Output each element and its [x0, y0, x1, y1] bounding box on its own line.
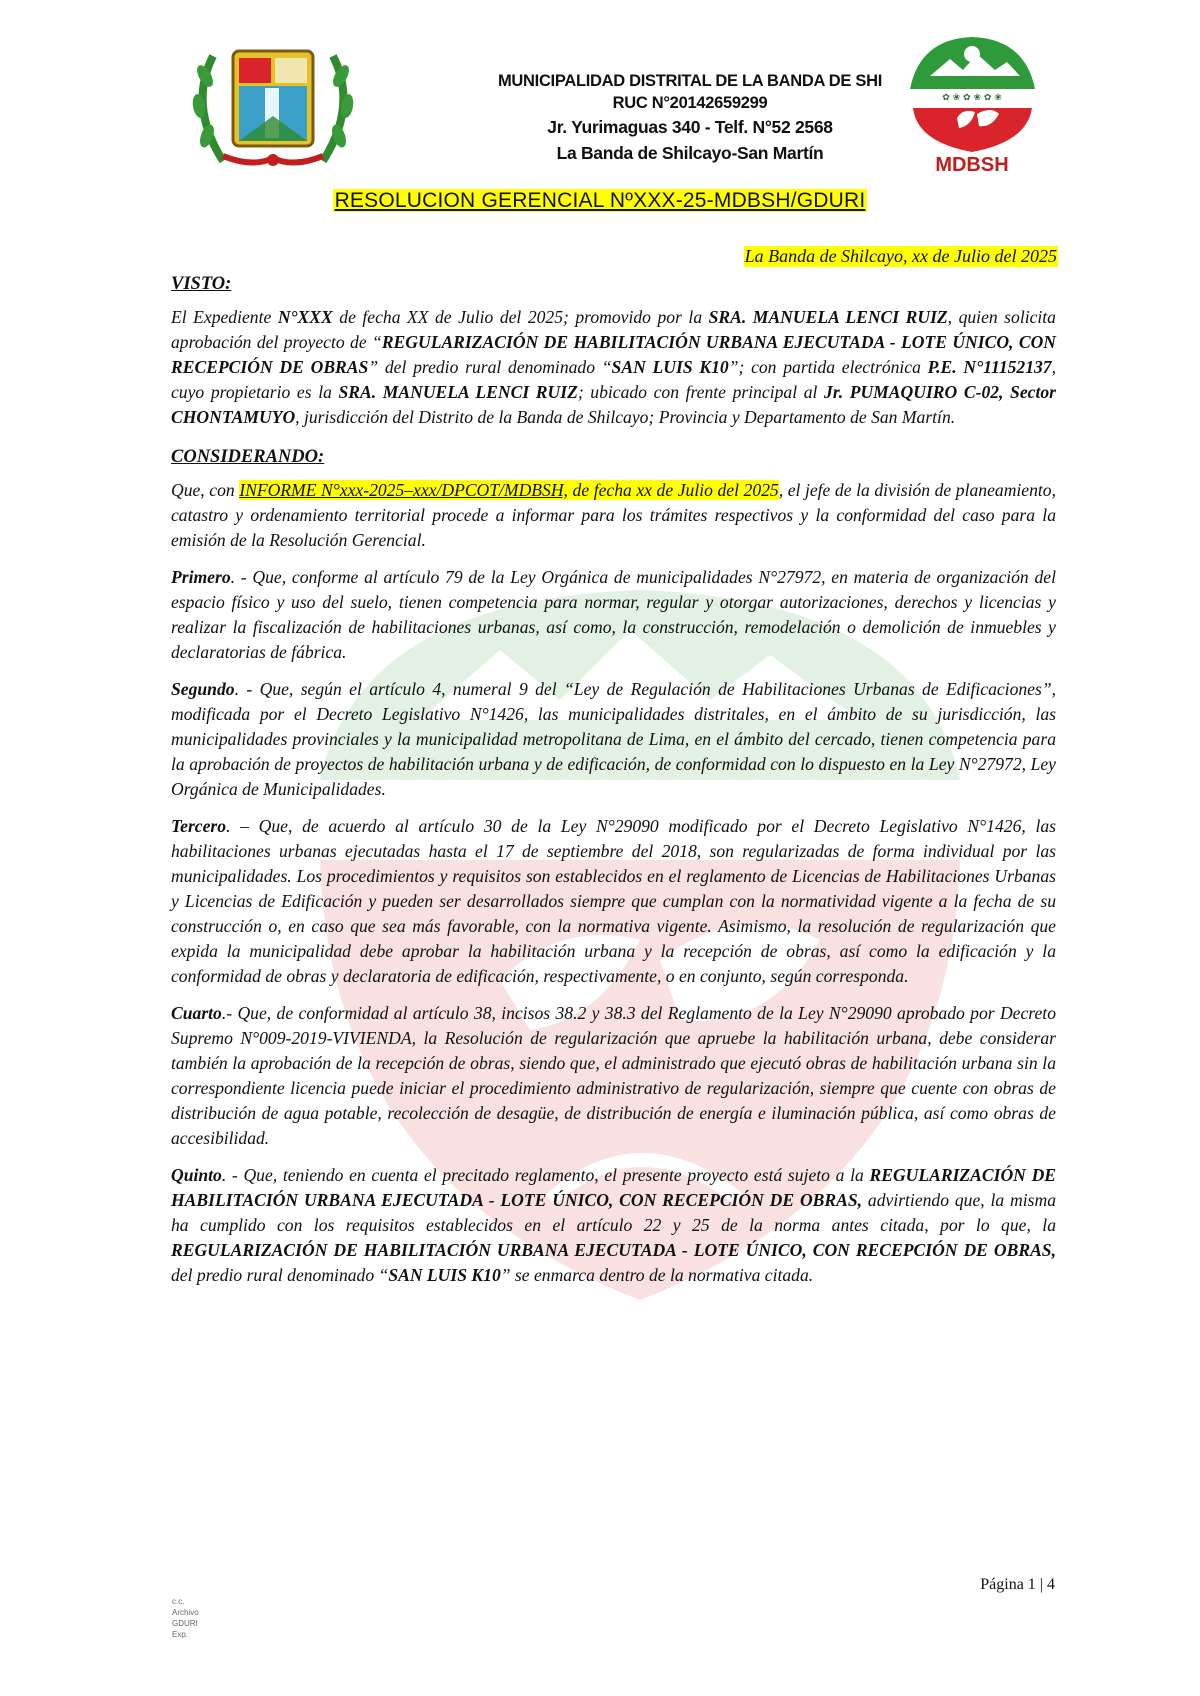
address-line: Jr. Yurimaguas 340 - Telf. N°52 2568	[547, 117, 833, 137]
document-title-text: RESOLUCION GERENCIAL NºXXX-25-MDBSH/GDURI	[334, 189, 866, 212]
city-line: La Banda de Shilcayo-San Martín	[556, 143, 824, 163]
segundo-paragraph: Segundo. - Que, según el artículo 4, numeral 9 del “Ley de Regulación de Habilitaciones Urbanas de Edificaciones”, modificada por el Decreto Legislativo N°1426, las municipalidades distritales, en el ámbito de su jurisdicción, las municipalidades provinciales y la municipalidad metropolitana de Lima, en el ámbito del cercado, tienen competencia para la aprobación de proyectos de habilitación urbana y de edificación, de conformidad con lo dispuesto en la Ley N°27972, Ley Orgánica de Municipalidades.	[171, 679, 1056, 799]
quinto-paragraph: Quinto. - Que, teniendo en cuenta el precitado reglamento, el presente proyecto está sujeto a la REGULARIZACIÓN DE HABILITACIÓN URBANA EJECUTADA - LOTE ÚNICO, CON RECEPCIÓN DE OBRAS, advirtiendo que, la misma ha cumplido con los requisitos establecidos en el artículo 22 y 25 de la norma antes citada, por lo que, la REGULARIZACIÓN DE HABILITACIÓN URBANA EJECUTADA - LOTE ÚNICO, CON RECEPCIÓN DE OBRAS, del predio rural denominado “SAN LUIS K10” se enmarca dentro de la normativa citada.	[171, 1165, 1057, 1285]
tercero-paragraph: Tercero. – Que, de acuerdo al artículo 30 de la Ley N°29090 modificado por el Decreto Legislativo N°1426, las habilitaciones urbanas ejecutadas hasta el 17 de septiembre del 2018, son regularizadas de forma individual por las municipalidades. Los procedimientos y requisitos son establecidos en el reglamento de Licencias de Habilitaciones Urbanas y Licencias de Edificación y pueden ser desarrollados siempre que cumplan con la normatividad vigente a la fecha de su construcción o, en caso que sea más favorable, con la normativa vigente. Asimismo, la resolución de regularización que expida la municipalidad debe aprobar la habilitación urbana y la recepción de obras, así como la edificación y la conformidad de obras y declaratoria de edificación, respectivamente, o en conjunto, según corresponda.	[171, 816, 1056, 986]
mdbsh-logo	[905, 34, 1040, 174]
considerando-heading: CONSIDERANDO:	[171, 447, 325, 467]
document-body	[171, 272, 1056, 1288]
header-address-block	[470, 70, 910, 166]
cuarto-paragraph: Cuarto.- Que, de conformidad al artículo 38, incisos 38.2 y 38.3 del Reglamento de la Ley N°29090 aprobado por Decreto Supremo N°009-2019-VIVIENDA, la Resolución de regularización que apruebe la habilitación urbana, debe considerar también la aprobación de la recepción de obras, siendo que, el administrado que ejecutó obras de habilitación urbana sin la correspondiente licencia puede iniciar el procedimiento administrativo de regularización, siempre que cuente con obras de distribución de agua potable, recolección de desagüe, de distribución de energía e iluminación pública, así como obras de accesibilidad.	[171, 1003, 1056, 1148]
municipality-name: MUNICIPALIDAD DISTRITAL DE LA BANDA DE SHI	[497, 72, 882, 90]
considerando-intro: Que, con INFORME N°xxx-2025–xxx/DPCOT/MDBSH, de fecha xx de Julio del 2025, el jefe de la división de planeamiento, catastro y ordenamiento territorial procede a informar para los trámites respectivos y la conformidad del caso para la emisión de la Resolución Gerencial.	[171, 480, 1056, 550]
informe-reference: INFORME N°xxx-2025–xxx/DPCOT/MDBSH,	[239, 480, 568, 500]
visto-heading: VISTO:	[171, 274, 232, 294]
municipal-crest-logo	[183, 36, 363, 176]
footer-distribution: c.c. Archivo GDURI Exp.	[172, 1597, 199, 1639]
svg-text:✿ ❀ ✿ ❀ ✿ ❀: ✿ ❀ ✿ ❀ ✿ ❀	[942, 93, 1002, 103]
svg-text:MDBSH: MDBSH	[935, 154, 1009, 174]
ruc-number: RUC N°20142659299	[612, 94, 768, 112]
document-title	[0, 189, 1200, 213]
document-date: La Banda de Shilcayo, xx de Julio del 2025	[744, 246, 1057, 266]
page-number: Página 1 | 4	[980, 1576, 1055, 1593]
primero-paragraph: Primero. - Que, conforme al artículo 79 de la Ley Orgánica de municipalidades N°27972, en materia de organización del espacio físico y uso del suelo, tienen competencia para normar, regular y otorgar autorizaciones, derechos y licencias y realizar la fiscalización de habilitaciones urbanas, así como, la construcción, remodelación o demolición de inmuebles y declaratorias de fábrica.	[171, 567, 1056, 662]
visto-paragraph: El Expediente N°XXX de fecha XX de Julio del 2025; promovido por la SRA. MANUELA LENCI RUIZ, quien solicita aprobación del proyecto de “REGULARIZACIÓN DE HABILITACIÓN URBANA EJECUTADA - LOTE ÚNICO, CON RECEPCIÓN DE OBRAS” del predio rural denominado “SAN LUIS K10”; con partida electrónica P.E. N°11152137, cuyo propietario es la SRA. MANUELA LENCI RUIZ; ubicado con frente principal al Jr. PUMAQUIRO C-02, Sector CHONTAMUYO, jurisdicción del Distrito de la Banda de Shilcayo; Provincia y Departamento de San Martín.	[171, 307, 1057, 427]
